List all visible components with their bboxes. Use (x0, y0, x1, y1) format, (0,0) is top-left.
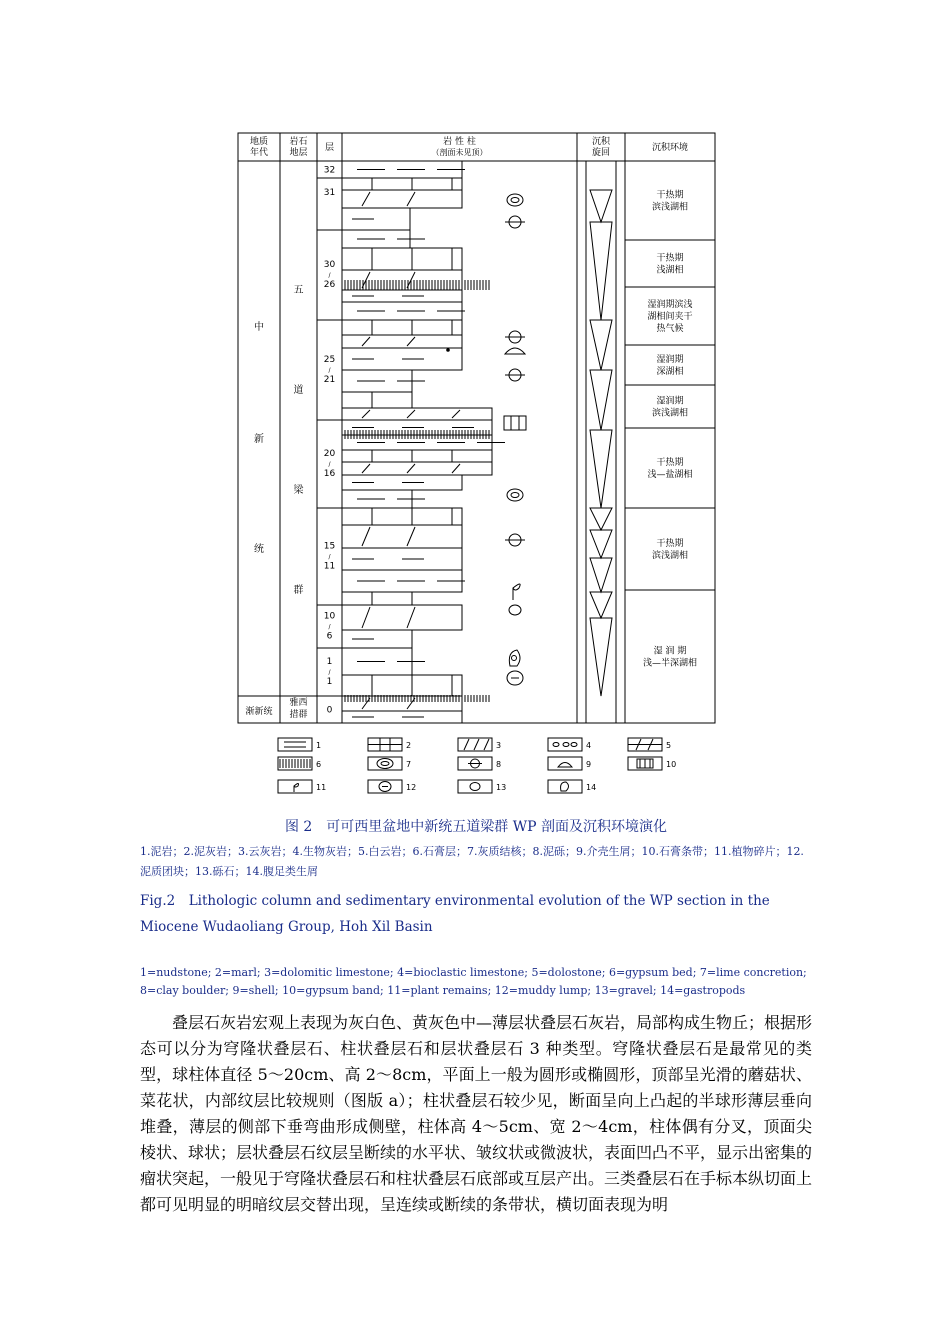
figure-legend-en: 1=nudstone; 2=marl; 3=dolomitic limestone; 4=bioclastic limestone; 5=dolostone; 6=gypsum bed; 7=lime concretion; 8=clay boulder; 9=shell; 10=gypsum band; 11=plant remains; 12=muddy lump; 13=gravel; 14=gastropods (140, 966, 807, 997)
cycle-wedges (586, 161, 616, 723)
lithologic-column-figure (230, 130, 720, 730)
layer-number: 1 (326, 677, 333, 687)
strat-wudaoliang-char: 五 (293, 285, 304, 296)
dolomite-slash (362, 464, 370, 473)
layer-separator: / (328, 669, 331, 676)
lithology-column (342, 161, 505, 723)
layer-separator: / (328, 623, 331, 631)
legend-number: 6 (316, 760, 322, 769)
symbol-plant (513, 584, 520, 600)
environment-label: 干热期 (656, 539, 684, 549)
legend-number: 13 (496, 783, 507, 792)
bed (342, 190, 462, 208)
cycle-wedge (590, 430, 612, 508)
layer-separator: / (328, 272, 331, 279)
strat-yaxicuo: 雅西 (289, 698, 308, 708)
environment-label: 滨浅湖相 (651, 202, 689, 213)
legend-item-3 (458, 738, 501, 751)
legend-number: 14 (586, 783, 597, 792)
symbol-circ (505, 216, 525, 228)
layer-number: 31 (323, 188, 336, 198)
legend-number: 9 (586, 760, 592, 769)
symbol-dome (505, 348, 525, 354)
dolomite-slash (362, 337, 370, 346)
layer-separator: / (328, 461, 331, 468)
cycle-wedge (590, 530, 612, 558)
body-paragraph: 叠层石灰岩宏观上表现为灰白色、黄灰色中—薄层状叠层石灰岩，局部构成生物丘；根据形态可以分为穹隆状叠层石、柱状叠层石和层状叠层石 3 种类型。穹隆状叠层石是最常见的类型，球柱体直径 5～20cm、高 2～8cm，平面上一般为圆形或椭圆形，顶部呈光滑的蘑菇状、菜花状，内部纹层比较规则（图版 a）；柱状叠层石较少见，断面呈向上凸起的半球形薄层垂向堆叠，薄层的侧部下垂弯曲形成侧壁，柱体高 4～5cm、宽 2～4cm，柱体偶有分叉，顶面尖棱状、球状；层状叠层石纹层呈断续的水平状、皱纹状或微波状，表面凹凸不平，显示出密集的瘤状突起，一般见于穹隆状叠层石和柱状叠层石底部或互层产出。三类叠层石在手标本纵切面上都可见明显的明暗纹层交替出现，呈连续或断续的条带状，横切面表现为明 (140, 1013, 813, 1214)
dolomite-slash (362, 527, 370, 546)
header-cycle: 沉积 (591, 137, 611, 147)
layer-number: 26 (323, 280, 336, 290)
layer-number: 16 (323, 469, 336, 479)
dolomite-slash (452, 410, 460, 418)
legend-number: 7 (406, 760, 412, 769)
environment-label: 滨浅湖相 (651, 408, 689, 419)
header-age: 年代 (249, 148, 269, 158)
symbol-lump (507, 671, 523, 685)
figure-legend-cn: 1.泥岩；2.泥灰岩；3.云灰岩；4.生物灰岩；5.白云岩；6.石膏层；7.灰质结核；8.泥砾；9.介壳生屑；10.石膏条带；11.植物碎片；12.泥质团块；13.砾石；14.腹足类生屑 (140, 845, 804, 878)
legend-number: 11 (316, 783, 327, 792)
legend-item-8 (458, 757, 501, 770)
dolomite-slash (407, 337, 415, 346)
legend-item-1 (278, 738, 321, 751)
bed (342, 392, 412, 408)
bed (342, 408, 492, 420)
legend-item-11 (278, 780, 326, 793)
environment-label: 浅—半深湖相 (642, 658, 698, 669)
layer-number: 15 (323, 541, 336, 552)
header-column-note: （剖面未见顶） (431, 148, 488, 157)
cycle-wedge (590, 592, 612, 618)
header-column: 岩 性 柱 (443, 137, 476, 147)
layer-number: 25 (323, 355, 336, 365)
legend-number: 1 (316, 741, 322, 750)
cycle-wedge (590, 190, 612, 222)
bed (342, 178, 462, 190)
layer-number: 11 (323, 561, 336, 572)
legend-number: 4 (586, 741, 592, 750)
environment-label: 湿润期滨浅 (647, 300, 693, 310)
legend-item-2 (368, 738, 411, 751)
header-strat: 岩石 (289, 137, 308, 147)
gravel-dot (446, 348, 450, 352)
legend-item-6 (278, 757, 321, 770)
layer-number: 32 (323, 165, 336, 176)
environment-label: 湖相间夹干 (647, 312, 693, 322)
dolomite-slash (407, 607, 415, 628)
bed (342, 675, 462, 696)
symbol-circ (505, 331, 525, 343)
age-miocene-char: 统 (254, 544, 264, 555)
figure-caption-cn: 图 2 可可西里盆地中新统五道梁群 WP 剖面及沉积环境演化 (284, 819, 668, 835)
environment-label: 深湖相 (656, 367, 684, 377)
legend-number: 5 (666, 741, 672, 750)
bed (342, 335, 462, 348)
environment-label: 滨浅湖相 (651, 551, 689, 561)
cycle-wedge (590, 618, 612, 696)
dolomite-slash (362, 410, 370, 418)
environment-label: 干热期 (656, 458, 684, 468)
environment-label: 热气候 (656, 324, 684, 334)
age-miocene-char: 中 (254, 322, 264, 333)
legend-item-4 (548, 738, 591, 751)
layer-number: 20 (323, 449, 336, 459)
bed (342, 525, 462, 548)
legend-number: 8 (496, 760, 502, 769)
environment-label: 湿 润 期 (653, 646, 687, 657)
legend-number: 12 (406, 783, 417, 792)
environment-label: 干热期 (656, 253, 684, 264)
layer-separator: / (328, 553, 331, 561)
header-layer: 层 (324, 143, 335, 153)
header-environment: 沉积环境 (651, 143, 689, 153)
cycle-wedge (590, 558, 612, 592)
legend-number: 2 (406, 741, 412, 750)
cycle-wedge (590, 222, 612, 320)
legend-item-5 (628, 738, 671, 751)
legend-swatch (278, 738, 312, 751)
header-age: 地质 (249, 137, 269, 147)
layer-number: 10 (323, 611, 336, 622)
strat-wudaoliang-char: 梁 (293, 485, 304, 496)
lithology-legend (270, 735, 710, 795)
bed (342, 508, 462, 525)
legend-item-10 (628, 757, 676, 770)
symbol-ell (507, 194, 523, 206)
bed (342, 605, 462, 630)
environment-label: 湿润期 (656, 396, 684, 407)
legend-item-13 (458, 780, 506, 793)
dolomite-slash (407, 464, 415, 473)
strat-yaxicuo: 措群 (289, 710, 308, 720)
layer-number: 21 (323, 375, 336, 385)
lithologic-column-svg (230, 130, 720, 730)
bed (342, 462, 492, 475)
layer-number: 1 (326, 657, 333, 667)
dolomite-slash (407, 410, 415, 418)
strat-wudaoliang-char: 群 (293, 585, 304, 596)
symbol-ell (507, 489, 523, 501)
environment-label: 浅—盐湖相 (647, 470, 693, 480)
bed (342, 592, 412, 605)
cycle-wedge (590, 370, 612, 430)
legend-number: 3 (496, 741, 502, 750)
dolomite-slash (362, 192, 370, 206)
legend-svg (270, 735, 710, 795)
age-miocene-char: 新 (254, 434, 264, 445)
layer-number: 0 (326, 705, 333, 716)
legend-number: 10 (666, 760, 677, 769)
symbol-circ (505, 534, 525, 546)
legend-item-7 (368, 757, 411, 770)
strat-wudaoliang-char: 道 (293, 385, 304, 396)
environment-label: 湿润期 (656, 355, 684, 365)
figure-caption-en: Fig.2 Lithologic column and sedimentary environmental evolution of the WP section in the Miocene Wudaoliang Group, Hoh Xil Basin (140, 893, 770, 935)
cycle-wedge (590, 508, 612, 530)
symbol-circ (505, 369, 525, 381)
dolomite-slash (452, 464, 460, 473)
legend-item-14 (548, 780, 596, 793)
layer-number: 6 (326, 631, 333, 642)
layer-number: 30 (323, 260, 336, 270)
dolomite-slash (362, 607, 370, 628)
bed (342, 248, 462, 270)
header-strat: 地层 (289, 148, 308, 158)
environment-label: 浅湖相 (656, 265, 684, 276)
age-oligocene: 渐新统 (245, 707, 273, 717)
header-cycle: 旋回 (591, 148, 611, 158)
bed (342, 450, 492, 462)
symbol-o (509, 605, 521, 615)
environment-label: 干热期 (656, 190, 684, 201)
legend-swatch (458, 780, 492, 793)
symbol-gyps (504, 416, 526, 430)
legend-swatch (548, 757, 582, 770)
dolomite-slash (407, 192, 415, 206)
cycle-wedge (590, 320, 612, 370)
dolomite-slash (407, 527, 415, 546)
bed (342, 320, 462, 335)
layer-separator: / (328, 367, 331, 374)
legend-item-12 (368, 780, 416, 793)
legend-item-9 (548, 757, 591, 770)
symbol-gastro (509, 650, 520, 666)
